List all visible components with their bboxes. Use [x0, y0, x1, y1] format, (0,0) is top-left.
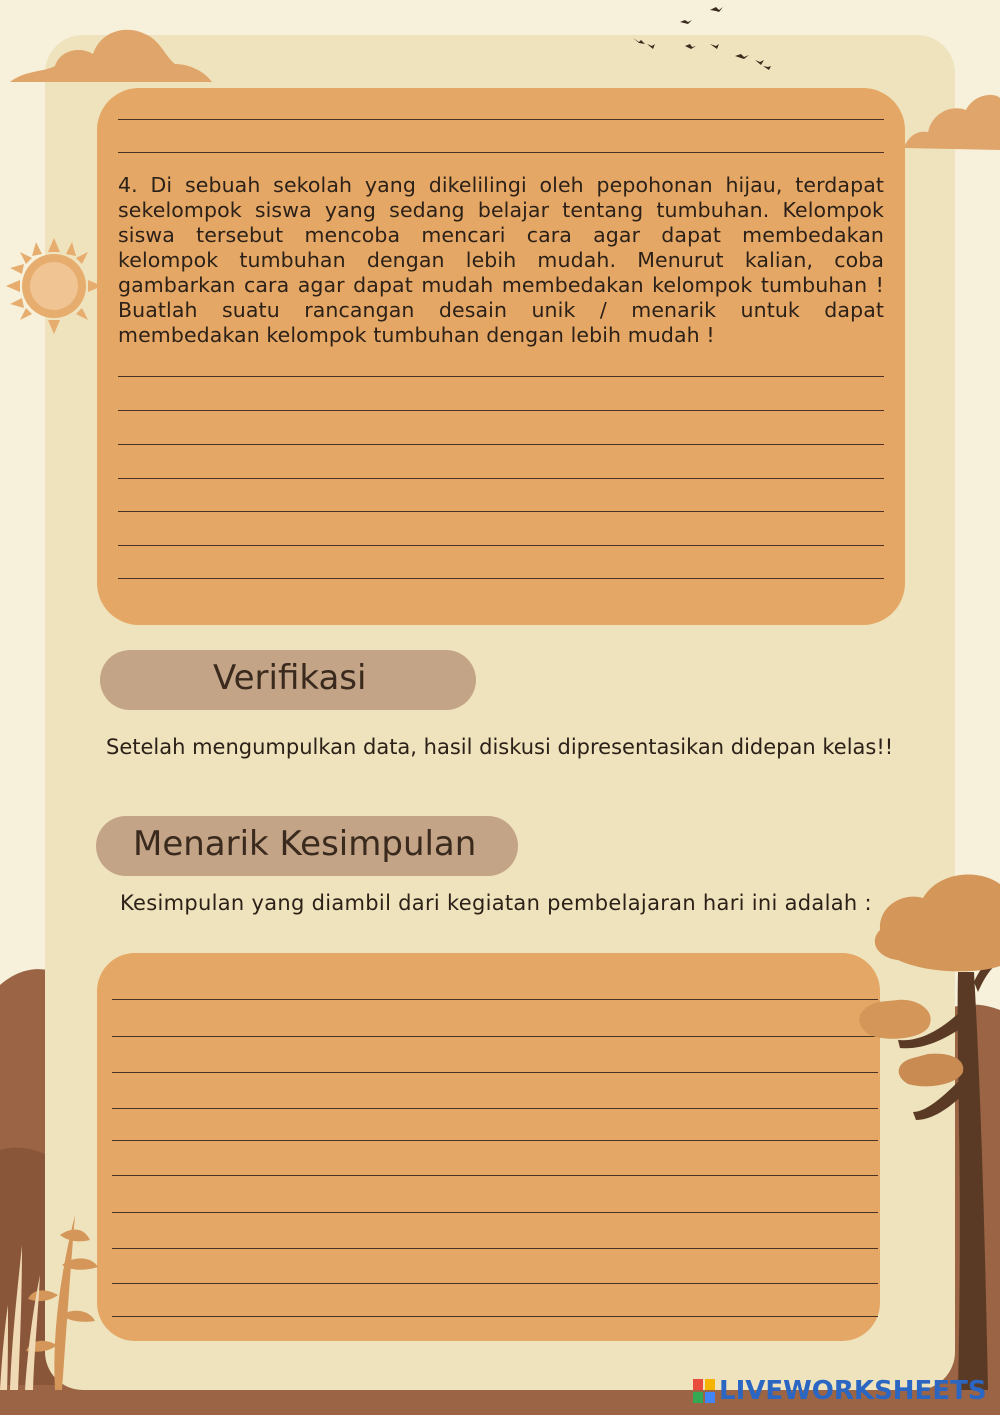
- answer-line: [112, 1175, 878, 1176]
- cloud-icon: [902, 88, 1000, 158]
- verifikasi-heading-pill: [100, 650, 476, 710]
- cloud-icon: [5, 20, 215, 85]
- kesimpulan-text: Kesimpulan yang diambil dari kegiatan pembelajaran hari ini adalah :: [120, 891, 872, 915]
- tree-icon: [798, 862, 1000, 1390]
- answer-line: [112, 1212, 878, 1213]
- kesimpulan-heading-pill: [96, 816, 518, 876]
- answer-line: [112, 1283, 878, 1284]
- answer-line: [112, 1072, 878, 1073]
- answer-line: [112, 1036, 878, 1037]
- answer-line: [118, 410, 884, 411]
- liveworksheets-watermark[interactable]: [693, 1376, 987, 1406]
- sun-icon: [4, 236, 104, 336]
- question-text: 4. Di sebuah sekolah yang dikelilingi oleh pepohonan hijau, terdapat sekelompok siswa yang sedang belajar tentang tumbuhan. Kelompok siswa tersebut mencoba mencari cara agar dapat membedakan kelompok tumbuhan dengan lebih mudah. Menurut kalian, coba gambarkan cara agar dapat mudah membedakan kelompok tumbuhan ! Buatlah suatu rancangan desain unik / menarik untuk dapat membedakan kelompok tumbuhan dengan lebih mudah !: [118, 173, 884, 347]
- answer-line: [112, 1140, 878, 1141]
- watermark-text: LIVEWORKSHEETS: [719, 1376, 987, 1406]
- kesimpulan-heading: Menarik Kesimpulan: [133, 824, 477, 864]
- answer-line: [118, 376, 884, 377]
- verifikasi-text: Setelah mengumpulkan data, hasil diskusi dipresentasikan didepan kelas!!: [106, 735, 894, 759]
- bird-flock-icon: [625, 0, 785, 75]
- answer-line: [118, 578, 884, 579]
- answer-line: [118, 444, 884, 445]
- verifikasi-heading: Verifikasi: [213, 658, 367, 698]
- answer-line: [112, 1248, 878, 1249]
- grass-icon: [0, 1195, 120, 1390]
- answer-line: [118, 478, 884, 479]
- answer-line: [118, 511, 884, 512]
- answer-line: [112, 1108, 878, 1109]
- answer-line: [112, 999, 878, 1000]
- answer-line: [112, 1316, 878, 1317]
- answer-line: [118, 545, 884, 546]
- liveworksheets-logo-icon: [693, 1379, 715, 1403]
- answer-line: [118, 152, 884, 153]
- answer-line: [118, 119, 884, 120]
